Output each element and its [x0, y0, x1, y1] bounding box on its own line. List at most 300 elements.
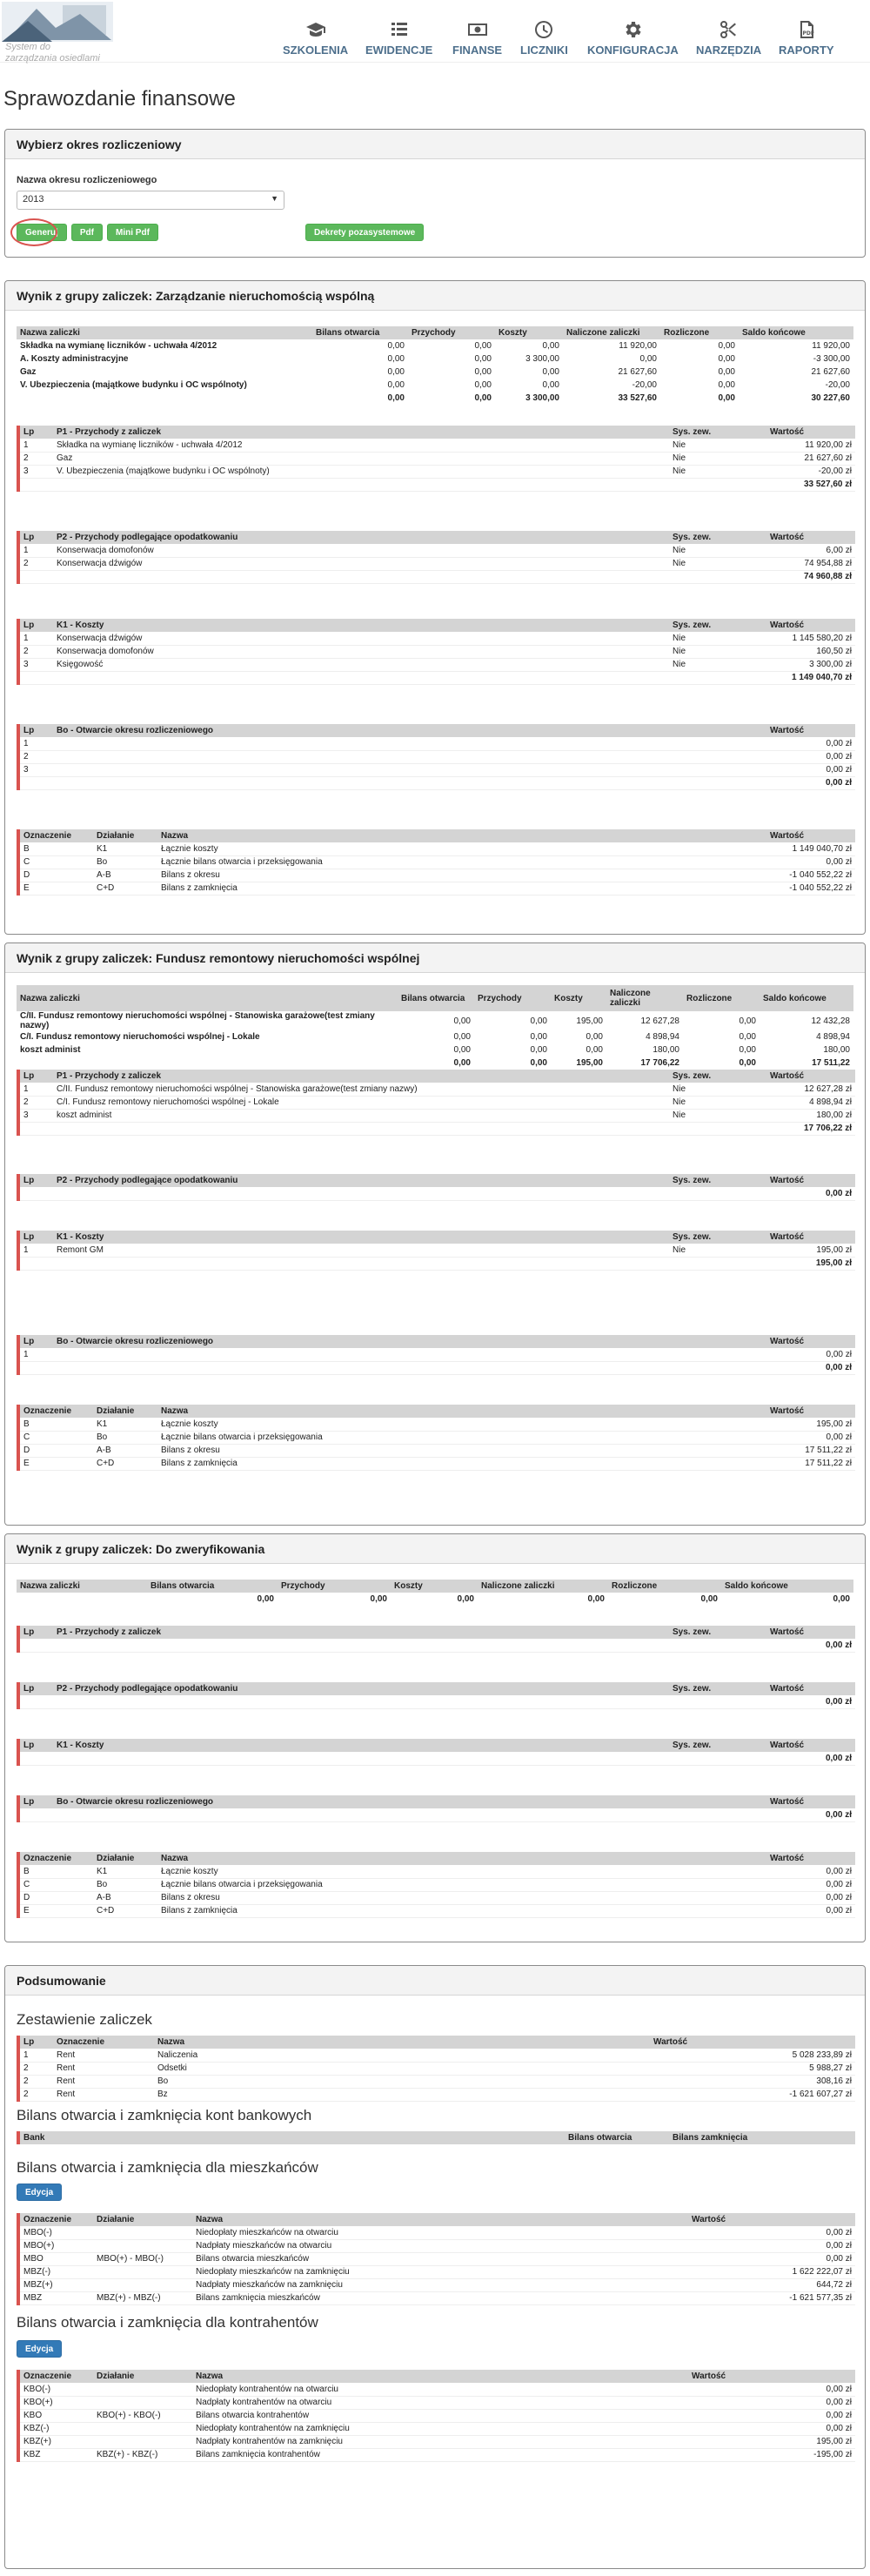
cell: 0,00	[833, 1594, 850, 1604]
total-value: 0,00 zł	[766, 1187, 855, 1200]
table-row	[18, 439, 855, 452]
summary-table	[17, 2370, 855, 2462]
total-value: 0,00 zł	[766, 1808, 855, 1821]
cell: Składka na wymianę liczników - uchwała 4/2012	[53, 439, 669, 452]
cell: Niedopłaty mieszkańców na otwarciu	[192, 2226, 688, 2239]
cell: koszt administ	[53, 1109, 669, 1122]
cell: 180,00 zł	[766, 1109, 855, 1122]
total-row	[18, 1752, 855, 1765]
table-row	[17, 366, 853, 379]
cell: 0,00	[530, 1058, 547, 1068]
cell: 0,00	[586, 1032, 603, 1042]
cell: 2	[18, 2075, 53, 2088]
cell: Odsetki	[154, 2062, 650, 2075]
dzialanie-header: Działanie	[93, 1852, 157, 1865]
col-header: Bilans otwarcia	[312, 326, 408, 339]
contractors-edit-button[interactable]: Edycja	[17, 2340, 62, 2358]
cell	[93, 2422, 192, 2435]
group-panel	[4, 280, 866, 935]
table-row	[18, 658, 855, 671]
cell: -1 040 552,22 zł	[766, 869, 855, 882]
nav-label: EWIDENCJE	[365, 44, 433, 57]
lp-header: Lp	[18, 1231, 53, 1244]
cell: 0,00	[370, 1594, 387, 1604]
cell: -1 621 577,35 zł	[688, 2291, 855, 2304]
cell: E	[18, 1457, 93, 1470]
cell: Łącznie koszty	[157, 1865, 766, 1878]
total-value: 17 706,22 zł	[766, 1122, 855, 1135]
cell: V. Ubezpieczenia (majątkowe budynku i OC wspólnoty)	[53, 465, 669, 478]
cell: 0,00	[587, 1594, 605, 1604]
lp-header: Lp	[18, 1739, 53, 1752]
cell: -20,00	[632, 380, 657, 390]
oznaczenie-header: Oznaczenie	[18, 1852, 93, 1865]
table-row	[18, 1444, 855, 1457]
value-header: Wartość	[766, 1682, 855, 1695]
nav-finanse[interactable]	[452, 19, 502, 57]
sys-header: Sys. zew.	[669, 1231, 766, 1244]
value-header: Wartość	[766, 619, 855, 632]
cell: Łącznie bilans otwarcia i przeksięgowania	[157, 1431, 766, 1444]
closing-header: Bilans zamknięcia	[669, 2131, 855, 2144]
sys-header: Sys. zew.	[669, 1070, 766, 1083]
page-title: Sprawozdanie finansowe	[3, 87, 236, 111]
cell: 1 622 222,07 zł	[688, 2265, 855, 2278]
residents-title: Bilans otwarcia i zamknięcia dla mieszkańców	[17, 2159, 318, 2176]
cell: KBZ	[18, 2448, 93, 2461]
p2-table	[17, 1174, 855, 1201]
total-value: 0,00 zł	[766, 1695, 855, 1708]
cell: C/II. Fundusz remontowy nieruchomości wspólnej - Stanowiska garażowe(test zmiany nazwy)	[53, 1083, 669, 1096]
cell: Niedopłaty kontrahentów na otwarciu	[192, 2383, 688, 2396]
table-row	[18, 1904, 855, 1917]
cell	[93, 2383, 192, 2396]
cell: 0,00	[718, 354, 735, 364]
cell: 0,00	[542, 341, 559, 351]
cell: 1 145 580,20 zł	[766, 632, 855, 645]
lp-header: Lp	[18, 1174, 53, 1187]
cell: 0,00	[586, 1045, 603, 1055]
period-panel-title: Wybierz okres rozliczeniowy	[5, 130, 865, 159]
cell: C+D	[93, 1457, 157, 1470]
cell: koszt administ	[20, 1045, 81, 1055]
cell: 195,00	[576, 1016, 603, 1026]
total-value: 74 960,88 zł	[766, 570, 855, 583]
cell: 0,00 zł	[688, 2383, 855, 2396]
p2-table	[17, 531, 855, 584]
table-row	[18, 737, 855, 750]
cell: 308,16 zł	[650, 2075, 855, 2088]
cell: 0,00	[718, 380, 735, 390]
table-row	[18, 2278, 855, 2291]
cell: D	[18, 1891, 93, 1904]
cell: 0,00	[530, 1016, 547, 1026]
cell: C	[18, 855, 93, 869]
cell: Konserwacja dźwigów	[53, 632, 669, 645]
value-header: Wartość	[766, 1405, 855, 1418]
cell: 2	[18, 2088, 53, 2101]
value-header: Wartość	[766, 724, 855, 737]
cell: A-B	[93, 1444, 157, 1457]
cell: 3 300,00	[525, 354, 559, 364]
cell: 3	[18, 763, 53, 776]
col-header: Działanie	[93, 2370, 192, 2383]
table-row	[18, 2396, 855, 2409]
cell: MBO	[18, 2252, 93, 2265]
table-row	[18, 2435, 855, 2448]
lp-header: Lp	[18, 724, 53, 737]
cell: 0,00 zł	[688, 2226, 855, 2239]
cell: KBO(+)	[18, 2396, 93, 2409]
cell: 0,00	[453, 1032, 471, 1042]
money-icon	[452, 19, 502, 44]
pdf-button[interactable]: Pdf	[71, 224, 103, 241]
cell: 0,00 zł	[766, 737, 855, 750]
cell: -20,00 zł	[766, 465, 855, 478]
nav-label: NARZĘDZIA	[696, 44, 762, 57]
table-row	[18, 2075, 855, 2088]
cell: Bilans z okresu	[157, 1444, 766, 1457]
cell: 5 028 233,89 zł	[650, 2049, 855, 2062]
cell: 0,00 zł	[766, 1878, 855, 1891]
summary-table	[17, 326, 853, 405]
col-header: Działanie	[93, 2213, 192, 2226]
cell: C/I. Fundusz remontowy nieruchomości wspólnej - Lokale	[53, 1096, 669, 1109]
cell: Łącznie bilans otwarcia i przeksięgowania	[157, 1878, 766, 1891]
k1-title: K1 - Koszty	[53, 1231, 669, 1244]
table-row	[18, 2088, 855, 2101]
col-header: Rozliczone	[683, 985, 760, 1011]
cell: Bilans otwarcia mieszkańców	[192, 2252, 688, 2265]
value-header: Wartość	[766, 1335, 855, 1348]
cell: 17 511,22	[812, 1058, 850, 1068]
lp-header: Lp	[18, 619, 53, 632]
table-row	[18, 465, 855, 478]
value-header: Wartość	[766, 1739, 855, 1752]
bo-title: Bo - Otwarcie okresu rozliczeniowego	[53, 1795, 766, 1808]
col-header: Oznaczenie	[18, 2213, 93, 2226]
sys-header: Sys. zew.	[669, 1174, 766, 1187]
sys-header: Sys. zew.	[669, 1739, 766, 1752]
cell: Nadpłaty kontrahentów na otwarciu	[192, 2396, 688, 2409]
cell: Remont GM	[53, 1244, 669, 1257]
table-row	[18, 882, 855, 895]
table-row	[18, 1878, 855, 1891]
system-decrees-button[interactable]: Dekrety pozasystemowe	[305, 224, 424, 241]
generate-button[interactable]: Generuj	[17, 224, 67, 241]
cell: Rent	[53, 2075, 154, 2088]
dzialanie-header: Działanie	[93, 829, 157, 842]
table-row	[18, 1431, 855, 1444]
value-header: Wartość	[766, 531, 855, 544]
col-header: Wartość	[650, 2036, 855, 2049]
nav-raporty[interactable]	[779, 19, 834, 57]
value-header: Wartość	[766, 1795, 855, 1808]
k1-title: K1 - Koszty	[53, 619, 669, 632]
cell: 0,00 zł	[766, 1348, 855, 1361]
bo-table	[17, 1335, 855, 1375]
table-row	[18, 2409, 855, 2422]
cell: 180,00	[652, 1045, 679, 1055]
col-header: Naliczone zaliczki	[478, 1580, 608, 1593]
cell: Gaz	[53, 452, 669, 465]
nav-liczniki[interactable]	[520, 19, 568, 57]
total-row	[18, 478, 855, 491]
cell: 195,00 zł	[688, 2435, 855, 2448]
summary-table	[17, 1580, 853, 1606]
cell: KBZ(-)	[18, 2422, 93, 2435]
total-row	[18, 671, 855, 684]
logo[interactable]	[2, 2, 113, 42]
cell: Nie	[669, 1244, 766, 1257]
cell: 0,00 zł	[688, 2409, 855, 2422]
cell: 0,00	[542, 367, 559, 377]
cell: 2	[18, 2062, 53, 2075]
cell: 0,00	[542, 380, 559, 390]
cell: Gaz	[20, 367, 37, 377]
dzialanie-header: Działanie	[93, 1405, 157, 1418]
cell: K1	[93, 1865, 157, 1878]
contractors-title: Bilans otwarcia i zamknięcia dla kontrahentów	[17, 2314, 318, 2331]
total-value: 195,00 zł	[766, 1257, 855, 1270]
cell: 74 954,88 zł	[766, 557, 855, 570]
table-row	[18, 1891, 855, 1904]
table-row	[18, 1457, 855, 1470]
nav-label: RAPORTY	[779, 44, 834, 57]
nazwa-header: Nazwa	[157, 829, 766, 842]
total-row	[17, 1057, 853, 1070]
lp-header: Lp	[18, 1626, 53, 1639]
cell: 0,00	[718, 341, 735, 351]
col-header: Oznaczenie	[53, 2036, 154, 2049]
cell: -20,00	[825, 380, 850, 390]
cell: C	[18, 1431, 93, 1444]
cell: Nie	[669, 1083, 766, 1096]
k1-table	[17, 1231, 855, 1271]
cell: 0,00 zł	[688, 2396, 855, 2409]
value-header: Wartość	[766, 1231, 855, 1244]
cell: Bilans zamknięcia kontrahentów	[192, 2448, 688, 2461]
cell: 0,00	[718, 393, 735, 403]
cell: 0,00	[453, 1016, 471, 1026]
residents-edit-button[interactable]: Edycja	[17, 2184, 62, 2201]
cell: 0,00	[739, 1045, 756, 1055]
total-row	[18, 1122, 855, 1135]
value-header: Wartość	[766, 1070, 855, 1083]
cell: 0,00	[387, 354, 405, 364]
total-value: 1 149 040,70 zł	[766, 671, 855, 684]
col-header: Lp	[18, 2036, 53, 2049]
col-header: Nazwa	[192, 2370, 688, 2383]
p1-title: P1 - Przychody z zaliczek	[53, 426, 669, 439]
cell: MBZ(+)	[18, 2278, 93, 2291]
cell: 0,00 zł	[766, 855, 855, 869]
total-value: 0,00 zł	[766, 1639, 855, 1652]
k1-table	[17, 1739, 855, 1766]
logo-subtitle: System do zarządzania osiedlami	[5, 42, 100, 64]
period-select[interactable]	[17, 191, 284, 210]
nav-szkolenia[interactable]	[283, 19, 348, 57]
cell: C/I. Fundusz remontowy nieruchomości wspólnej - Lokale	[20, 1032, 260, 1042]
cell: 2	[18, 1096, 53, 1109]
table-row	[18, 1244, 855, 1257]
mini-pdf-button[interactable]: Mini Pdf	[107, 224, 158, 241]
period-field-label: Nazwa okresu rozliczeniowego	[17, 175, 157, 185]
cell: 3	[18, 1109, 53, 1122]
oznaczenie-header: Oznaczenie	[18, 829, 93, 842]
cell: 0,00 zł	[688, 2252, 855, 2265]
cell	[93, 2396, 192, 2409]
p1-title: P1 - Przychody z zaliczek	[53, 1070, 669, 1083]
cell: Naliczenia	[154, 2049, 650, 2062]
cell: 1	[18, 1244, 53, 1257]
cell: 21 627,60	[811, 367, 850, 377]
cell: Bilans z okresu	[157, 1891, 766, 1904]
nav-ewidencje[interactable]	[365, 19, 432, 57]
cell: MBZ(-)	[18, 2265, 93, 2278]
cell: 0,00	[739, 1032, 756, 1042]
total-row	[18, 1361, 855, 1374]
table-row	[17, 1011, 853, 1030]
file-pdf-icon	[779, 19, 834, 44]
lp-header: Lp	[18, 1335, 53, 1348]
opening-header: Bilans otwarcia	[565, 2131, 669, 2144]
table-row	[18, 1083, 855, 1096]
cell: Rent	[53, 2049, 154, 2062]
cell: 12 627,28 zł	[766, 1083, 855, 1096]
table-row	[18, 842, 855, 855]
cell: 4 898,94	[646, 1032, 679, 1042]
cell: 0,00	[739, 1058, 756, 1068]
cell: Nie	[669, 465, 766, 478]
cell: Nie	[669, 645, 766, 658]
col-header: Rozliczone	[660, 326, 739, 339]
cell: -3 300,00	[813, 354, 850, 364]
cell: 11 920,00	[812, 341, 850, 351]
generate-highlight	[10, 218, 57, 246]
cell: 195,00 zł	[766, 1244, 855, 1257]
cell: 0,00	[387, 341, 405, 351]
top-navbar	[0, 0, 870, 63]
cell: K1	[93, 1418, 157, 1431]
bank-header: Bank	[18, 2131, 565, 2144]
clock-icon	[520, 19, 568, 44]
cell: Łącznie koszty	[157, 1418, 766, 1431]
cell: K1	[93, 842, 157, 855]
cell: Nadpłaty mieszkańców na otwarciu	[192, 2239, 688, 2252]
sys-header: Sys. zew.	[669, 531, 766, 544]
lp-header: Lp	[18, 531, 53, 544]
cell: Bilans otwarcia kontrahentów	[192, 2409, 688, 2422]
cell: Bilans z zamknięcia	[157, 1904, 766, 1917]
cell: Nie	[669, 1096, 766, 1109]
value-header: Wartość	[766, 829, 855, 842]
table-row	[18, 855, 855, 869]
table-row	[18, 2422, 855, 2435]
summary-table	[17, 2213, 855, 2305]
cell: C/II. Fundusz remontowy nieruchomości wspólnej - Stanowiska garażowe(test zmiany nazwy)	[20, 1011, 375, 1030]
cell: Nadpłaty kontrahentów na zamknięciu	[192, 2435, 688, 2448]
cell: Nie	[669, 632, 766, 645]
summary-panel	[4, 1965, 866, 2569]
cell: -1 621 607,27 zł	[650, 2088, 855, 2101]
col-header: Przychody	[278, 1580, 391, 1593]
p1-table	[17, 1070, 855, 1136]
table-row	[17, 379, 853, 392]
cell: Rent	[53, 2062, 154, 2075]
total-row	[18, 1257, 855, 1270]
cell: Konserwacja domofonów	[53, 544, 669, 557]
cell: Nie	[669, 452, 766, 465]
cell: 0,00 zł	[766, 750, 855, 763]
cell: 0,00 zł	[766, 763, 855, 776]
cell: Konserwacja dźwigów	[53, 557, 669, 570]
col-header: Koszty	[551, 985, 606, 1011]
table-row	[18, 632, 855, 645]
cell: KBZ(+)	[18, 2435, 93, 2448]
total-row	[17, 392, 853, 405]
lp-header: Lp	[18, 1795, 53, 1808]
nav-konfiguracja[interactable]	[587, 19, 679, 57]
cell: 0,00	[387, 380, 405, 390]
cell: MBZ(+) - MBZ(-)	[93, 2291, 192, 2304]
cell: -1 040 552,22 zł	[766, 882, 855, 895]
cell: 1	[18, 1083, 53, 1096]
cell: 0,00	[474, 341, 492, 351]
table-row	[18, 2062, 855, 2075]
cell: 0,00	[474, 354, 492, 364]
cell: B	[18, 842, 93, 855]
table-row	[18, 2049, 855, 2062]
nav-narzędzia[interactable]	[696, 19, 761, 57]
total-row	[18, 1808, 855, 1821]
value-header: Wartość	[766, 1626, 855, 1639]
cell: Bo	[93, 855, 157, 869]
cell: Nie	[669, 557, 766, 570]
col-header: Nazwa	[154, 2036, 650, 2049]
p2-table	[17, 1682, 855, 1709]
cell: 17 511,22 zł	[766, 1444, 855, 1457]
col-header: Nazwa zaliczki	[17, 985, 398, 1011]
cell: 0,00	[474, 380, 492, 390]
summary-table	[17, 985, 853, 1070]
table-row	[17, 1030, 853, 1043]
cell: D	[18, 1444, 93, 1457]
group-panel	[4, 1533, 866, 1942]
table-row	[17, 339, 853, 352]
total-row	[18, 1639, 855, 1652]
col-header: Naliczone zaliczki	[563, 326, 660, 339]
cell: 6,00 zł	[766, 544, 855, 557]
cell: 17 706,22	[640, 1058, 679, 1068]
cell: 3 300,00 zł	[766, 658, 855, 671]
col-header: Bilans otwarcia	[147, 1580, 278, 1593]
nav-label: KONFIGURACJA	[587, 44, 679, 57]
nazwa-header: Nazwa	[157, 1852, 766, 1865]
table-row	[18, 2291, 855, 2304]
col-header: Wartość	[688, 2213, 855, 2226]
bo-title: Bo - Otwarcie okresu rozliczeniowego	[53, 1335, 766, 1348]
cell: A. Koszty administracyjne	[20, 354, 129, 364]
table-row	[18, 2252, 855, 2265]
cell: KBO(-)	[18, 2383, 93, 2396]
summary-table	[17, 2036, 855, 2102]
value-header: Wartość	[766, 426, 855, 439]
cell: Nadpłaty mieszkańców na zamknięciu	[192, 2278, 688, 2291]
cell: 0,00	[530, 1032, 547, 1042]
table-row	[17, 352, 853, 366]
cell: D	[18, 869, 93, 882]
